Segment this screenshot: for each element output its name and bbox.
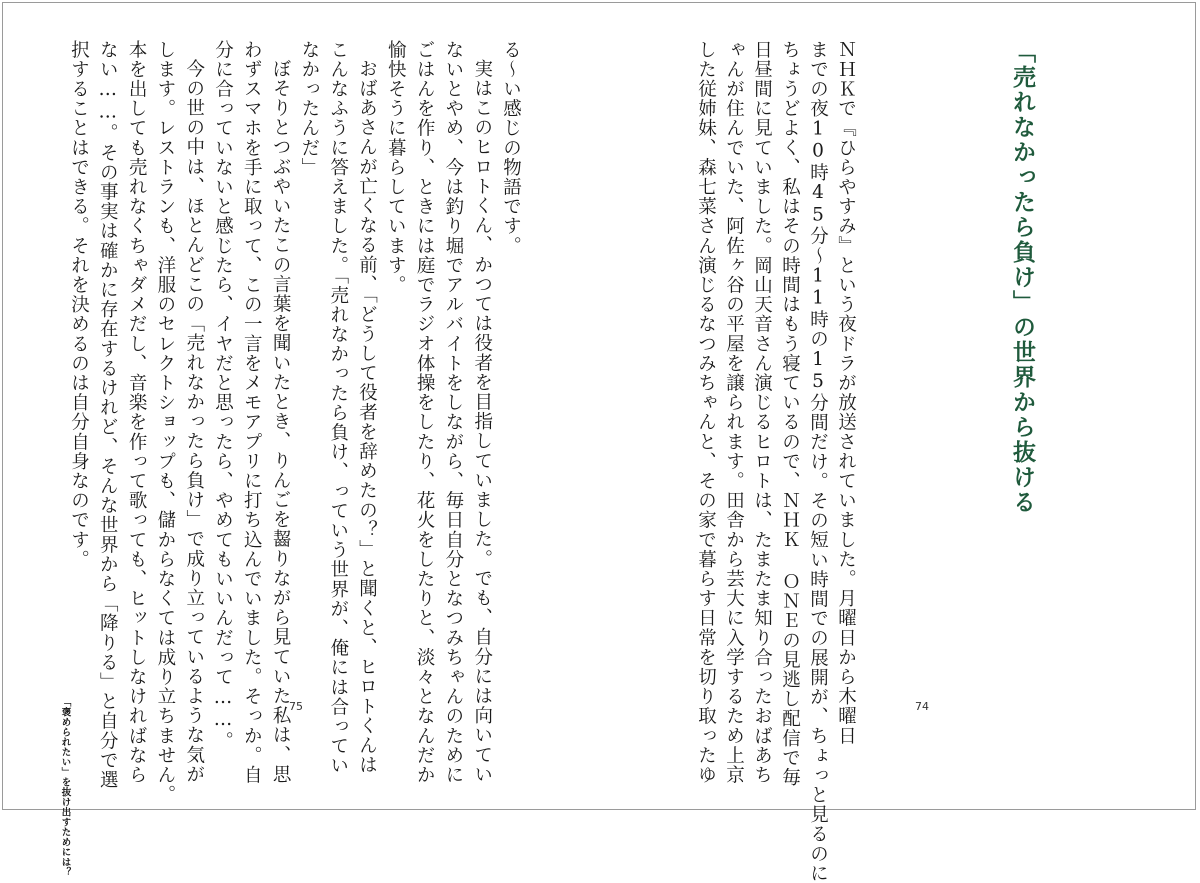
- section-heading: 「売れなかったら負け」の世界から抜ける: [1009, 40, 1035, 515]
- text-line: した従姉妹、森七菜さん演じるなつみちゃんと、その家で暮らす日常を切り取ったゆ: [695, 40, 717, 785]
- running-head: 「褒められたい」を抜け出すためには？: [59, 697, 71, 877]
- text-line: わずスマホを手に取って、この一言をメモアプリに打ち込んでいました。そっか。自: [241, 40, 263, 785]
- text-line: なかったんだ」: [298, 40, 320, 178]
- text-line: ＮＨＫで『ひらやすみ』という夜ドラが放送されていました。月曜日から木曜日: [835, 40, 857, 746]
- text-line: 日昼間に見ていました。岡山天音さん演じるヒロトは、たまたま知り合ったおばあち: [751, 40, 773, 785]
- text-line: ぼそりとつぶやいたこの言葉を聞いたとき、りんごを齧りながら見ていた私は、思: [270, 59, 292, 785]
- text-line: ゃんが住んでいた、阿佐ヶ谷の平屋を譲られます。田舎から芸大に入学するため上京: [723, 40, 745, 785]
- text-line: 本を出しても売れなくちゃダメだし、音楽を作って歌っても、ヒットしなければなら: [126, 40, 148, 785]
- text-line: ない……。その事実は確かに存在するけれど、そんな世界から「降りる」と自分で選: [97, 40, 119, 790]
- text-line: おばあさんが亡くなる前、「どうして役者を辞めたの？」と聞くと、ヒロトくんは: [356, 59, 378, 775]
- text-line: ちょうどよく、私はその時間はもう寝ているので、ＮＨＫ ＯＮＥの見逃し配信で毎: [779, 40, 801, 788]
- text-line: 分に合っていないと感じたら、イヤだと思ったら、やめてもいいんだって……。: [212, 40, 234, 751]
- text-line: までの夜10時45分〜11時の15分間だけ。その短い時間での展開が、ちょっと見るのに: [807, 40, 829, 883]
- page-number-right: 74: [915, 700, 929, 713]
- text-line: 今の世の中は、ほとんどこの「売れなかったら負け」で成り立っているような気が: [183, 59, 205, 785]
- text-line: ごはんを作り、ときには庭でラジオ体操をしたり、花火をしたりと、淡々となんだか: [414, 40, 436, 785]
- text-line: 択することはできる。それを決めるのは自分自身なのです。: [68, 40, 90, 570]
- text-line: こんなふうに答えました。「売れなかったら負け、っていう世界が、俺には合ってい: [327, 40, 349, 776]
- text-line: ないとやめ、今は釣り堀でアルバイトをしながら、毎日自分となつみちゃんのために: [442, 40, 464, 785]
- text-line: る〜い感じの物語です。: [500, 40, 522, 256]
- page-number-left: 75: [289, 700, 303, 713]
- text-line: 実はこのヒロトくん、かつては役者を目指していました。でも、自分には向いてい: [471, 59, 493, 785]
- text-line: 愉快そうに暮らしています。: [385, 40, 407, 295]
- text-line: します。レストランも、洋服のセレクトショップも、儲からなくては成り立ちません。: [154, 40, 176, 805]
